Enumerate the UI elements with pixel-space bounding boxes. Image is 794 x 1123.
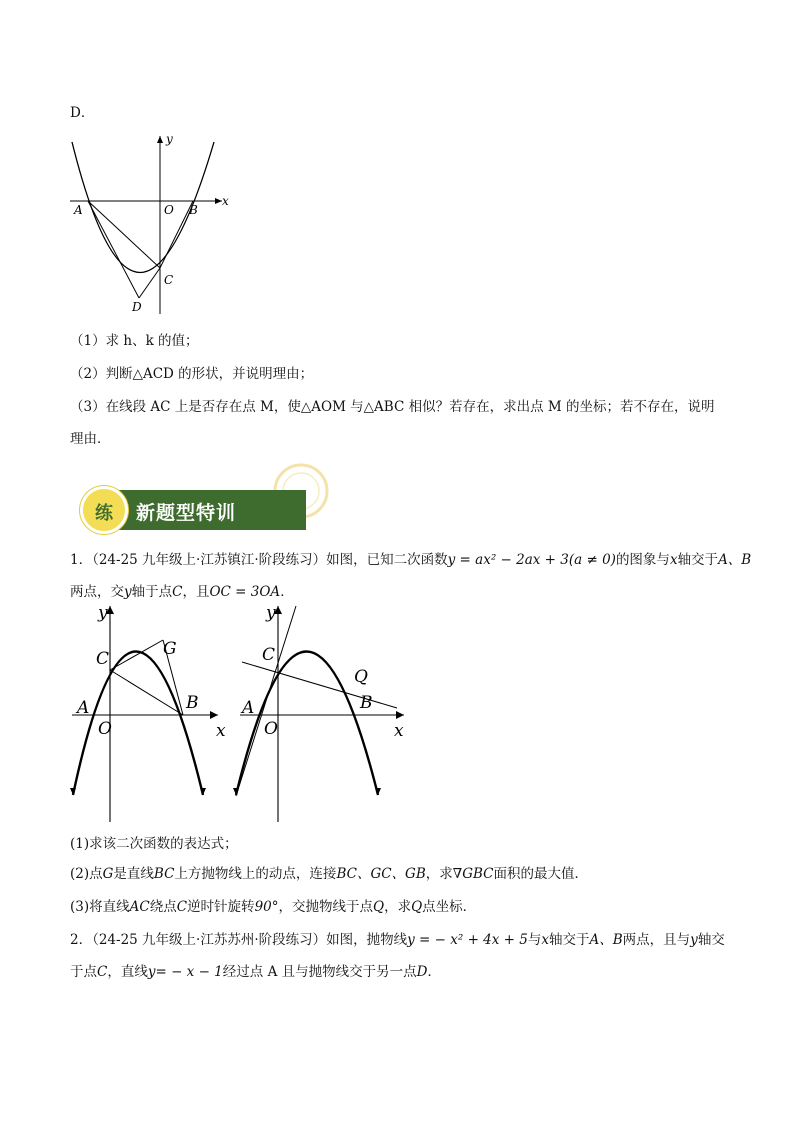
fig-d-a-label: A	[74, 203, 83, 217]
fig1r-y-label: y	[266, 603, 276, 623]
option-d-label: D．	[70, 105, 95, 121]
fig1l-b-label: B	[186, 693, 199, 713]
fig1r-c-label: C	[262, 645, 276, 665]
problem1-figure-right	[232, 598, 412, 828]
problem2-line1: 2．（24-25 九年级上·江苏苏州·阶段练习）如图，抛物线y = − x² + 4x + 5与x轴交于A、B两点，且与y轴交	[70, 932, 725, 948]
fig-d-y-label: y	[166, 132, 173, 146]
question-part-3-line1: （3）在线段 AC 上是否存在点 M，使△AOM 与△ABC 相似？若存在，求出点 M 的坐标；若不存在，说明	[70, 399, 715, 415]
fig-d-x-label: x	[222, 194, 229, 208]
problem1-figure-left	[68, 598, 238, 828]
section-badge-icon	[80, 486, 128, 534]
problem2-formula: y = − x² + 4x + 5	[407, 932, 528, 948]
fig1r-q-label: Q	[354, 667, 368, 687]
fig1l-o-label: O	[98, 719, 112, 739]
problem1-formula: y = ax² − 2ax + 3(a ≠ 0)	[447, 552, 616, 568]
fig1l-g-label: G	[163, 639, 177, 659]
fig-d-b-label: B	[189, 203, 198, 217]
problem1-line2: 两点，交y轴于点C，且OC = 3OA．	[70, 584, 294, 600]
fig1r-b-label: B	[360, 693, 373, 713]
fig1l-a-label: A	[77, 698, 90, 718]
fig-d-c-label: C	[164, 273, 174, 287]
problem1-line1: 1．（24-25 九年级上·江苏镇江·阶段练习）如图，已知二次函数y = ax² − 2ax + 3(a ≠ 0)的图象与x轴交于A、B	[70, 552, 752, 568]
section-title: 新题型特训	[136, 502, 237, 524]
question-part-3-line2: 理由．	[70, 431, 111, 447]
fig1r-o-label: O	[264, 719, 278, 739]
fig1l-x-label: x	[216, 721, 226, 741]
fig1l-y-label: y	[98, 603, 108, 623]
fig-d-o-label: O	[164, 203, 174, 217]
fig-d-d-label: D	[132, 300, 142, 314]
section-badge-text: 练	[95, 503, 113, 524]
problem1-sub3: (3)将直线AC绕点C逆时针旋转90°，交抛物线于点Q，求Q点坐标．	[70, 899, 477, 915]
fig1r-x-label: x	[394, 721, 404, 741]
question-part-2: （2）判断△ACD 的形状，并说明理由；	[70, 366, 314, 382]
question-part-1: （1）求 h、k 的值；	[70, 333, 199, 349]
problem1-sub1: (1)求该二次函数的表达式；	[70, 836, 238, 852]
problem1-sub2: (2)点G是直线BC上方抛物线上的动点，连接BC、GC、GB，求∇GBC面积的最大值．	[70, 866, 588, 882]
section-banner-bar	[116, 490, 306, 530]
problem2-line2: 于点C，直线y= − x − 1经过点 A 且与抛物线交于另一点D．	[70, 964, 441, 980]
figure-d-parabola	[62, 128, 242, 318]
fig1r-a-label: A	[242, 698, 255, 718]
problem1-condition: OC = 3OA	[209, 584, 281, 600]
fig1l-c-label: C	[96, 649, 110, 669]
section-banner	[80, 486, 308, 534]
